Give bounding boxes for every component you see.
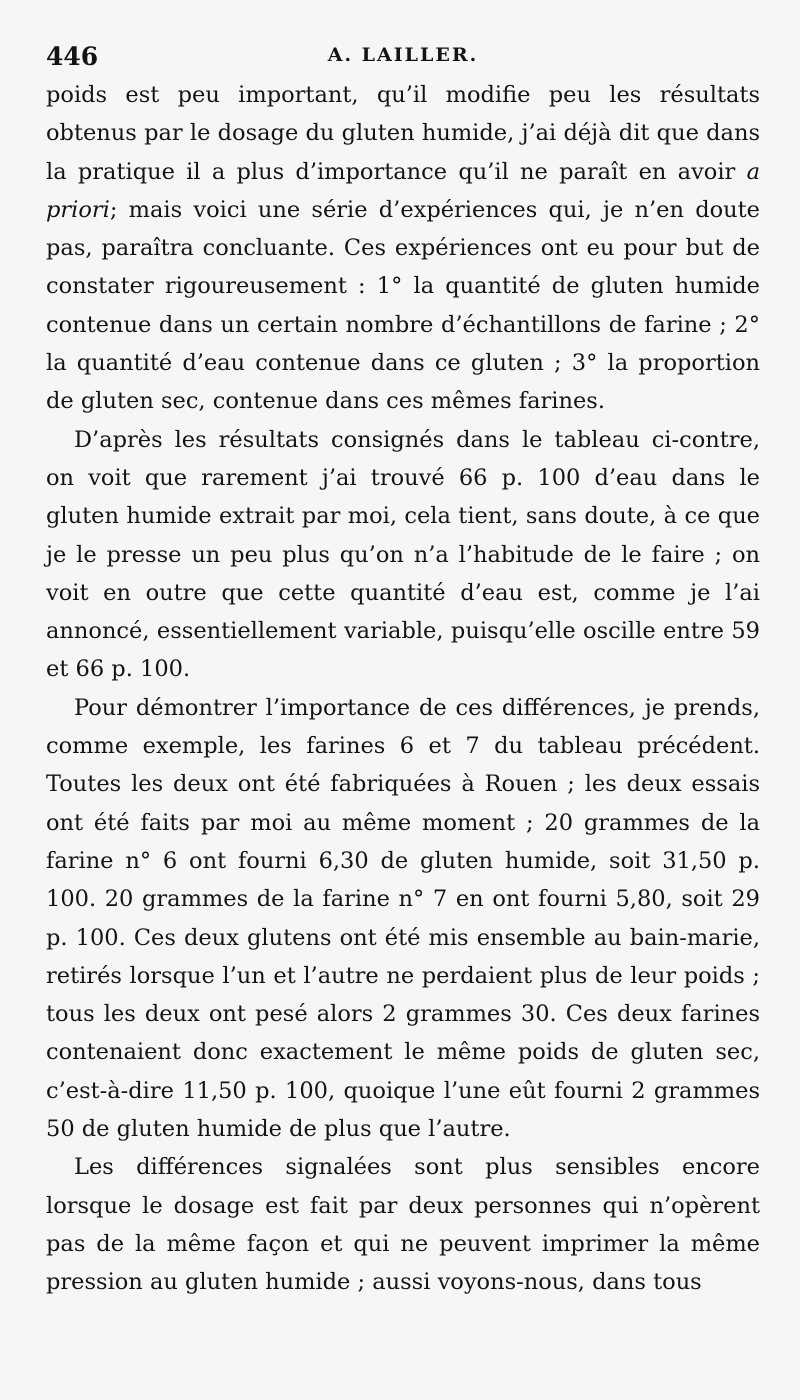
page-number: 446 [46,42,99,71]
paragraph-3 [46,689,760,1149]
body-text [46,76,760,1302]
running-head [46,36,760,72]
paragraph-text: poids est peu important, qu’il modifie peu les résultats obtenus par le dosage du gluten humide, j’ai déjà dit que dans la pratique il a plus d’importance qu’il ne paraît en avoir [46,82,760,185]
paragraph-text: Les différences signalées sont plus sensibles encore lorsque le dosage est fait par deux personnes qui n’opèrent pas de la même façon et qui ne peuvent imprimer la même pression au gluten humide ; aussi voyons-nous, dans tous [46,1154,760,1296]
paragraph-4 [46,1148,760,1301]
italic-term: a priori [46,158,760,223]
paragraph-2 [46,421,760,689]
running-title: A. LAILLER. [327,44,479,66]
paragraph-text-continued: ; mais voici une série d’expériences qui, je n’en doute pas, paraîtra concluante. Ces expériences ont eu pour but de constater rigoureusement : 1° la quantité de gluten humide contenue dans un certain nombre d’échantillons de farine ; 2° la quantité d’eau contenue dans ce gluten ; 3° la proportion de gluten sec, contenue dans ces mêmes farines. [46,196,760,415]
paragraph-text: D’après les résultats consignés dans le tableau ci-contre, on voit que rarement j’ai trouvé 66 p. 100 d’eau dans le gluten humide extrait par moi, cela tient, sans doute, à ce que je le presse un peu plus qu’on n’a l’habitude de le faire ; on voit en outre que cette quantité d’eau est, comme je l’ai annoncé, essentiellement variable, puisqu’elle oscille entre 59 et 66 p. 100. [46,426,760,683]
paragraph-1 [46,76,760,421]
paragraph-text: Pour démontrer l’importance de ces différences, je prends, comme exemple, les farines 6 et 7 du tableau précédent. Toutes les deux ont été fabriquées à Rouen ; les deux essais ont été faits par moi au même moment ; 20 grammes de la farine n° 6 ont fourni 6,30 de gluten humide, soit 31,50 p. 100. 20 grammes de la farine n° 7 en ont fourni 5,80, soit 29 p. 100. Ces deux glutens ont été mis ensemble au bain-marie, retirés lorsque l’un et l’autre ne perdaient plus de leur poids ; tous les deux ont pesé alors 2 grammes 30. Ces deux farines contenaient donc exactement le même poids de gluten sec, c’est-à-dire 11,50 p. 100, quoique l’une eût fourni 2 grammes 50 de gluten humide de plus que l’autre. [46,694,760,1143]
